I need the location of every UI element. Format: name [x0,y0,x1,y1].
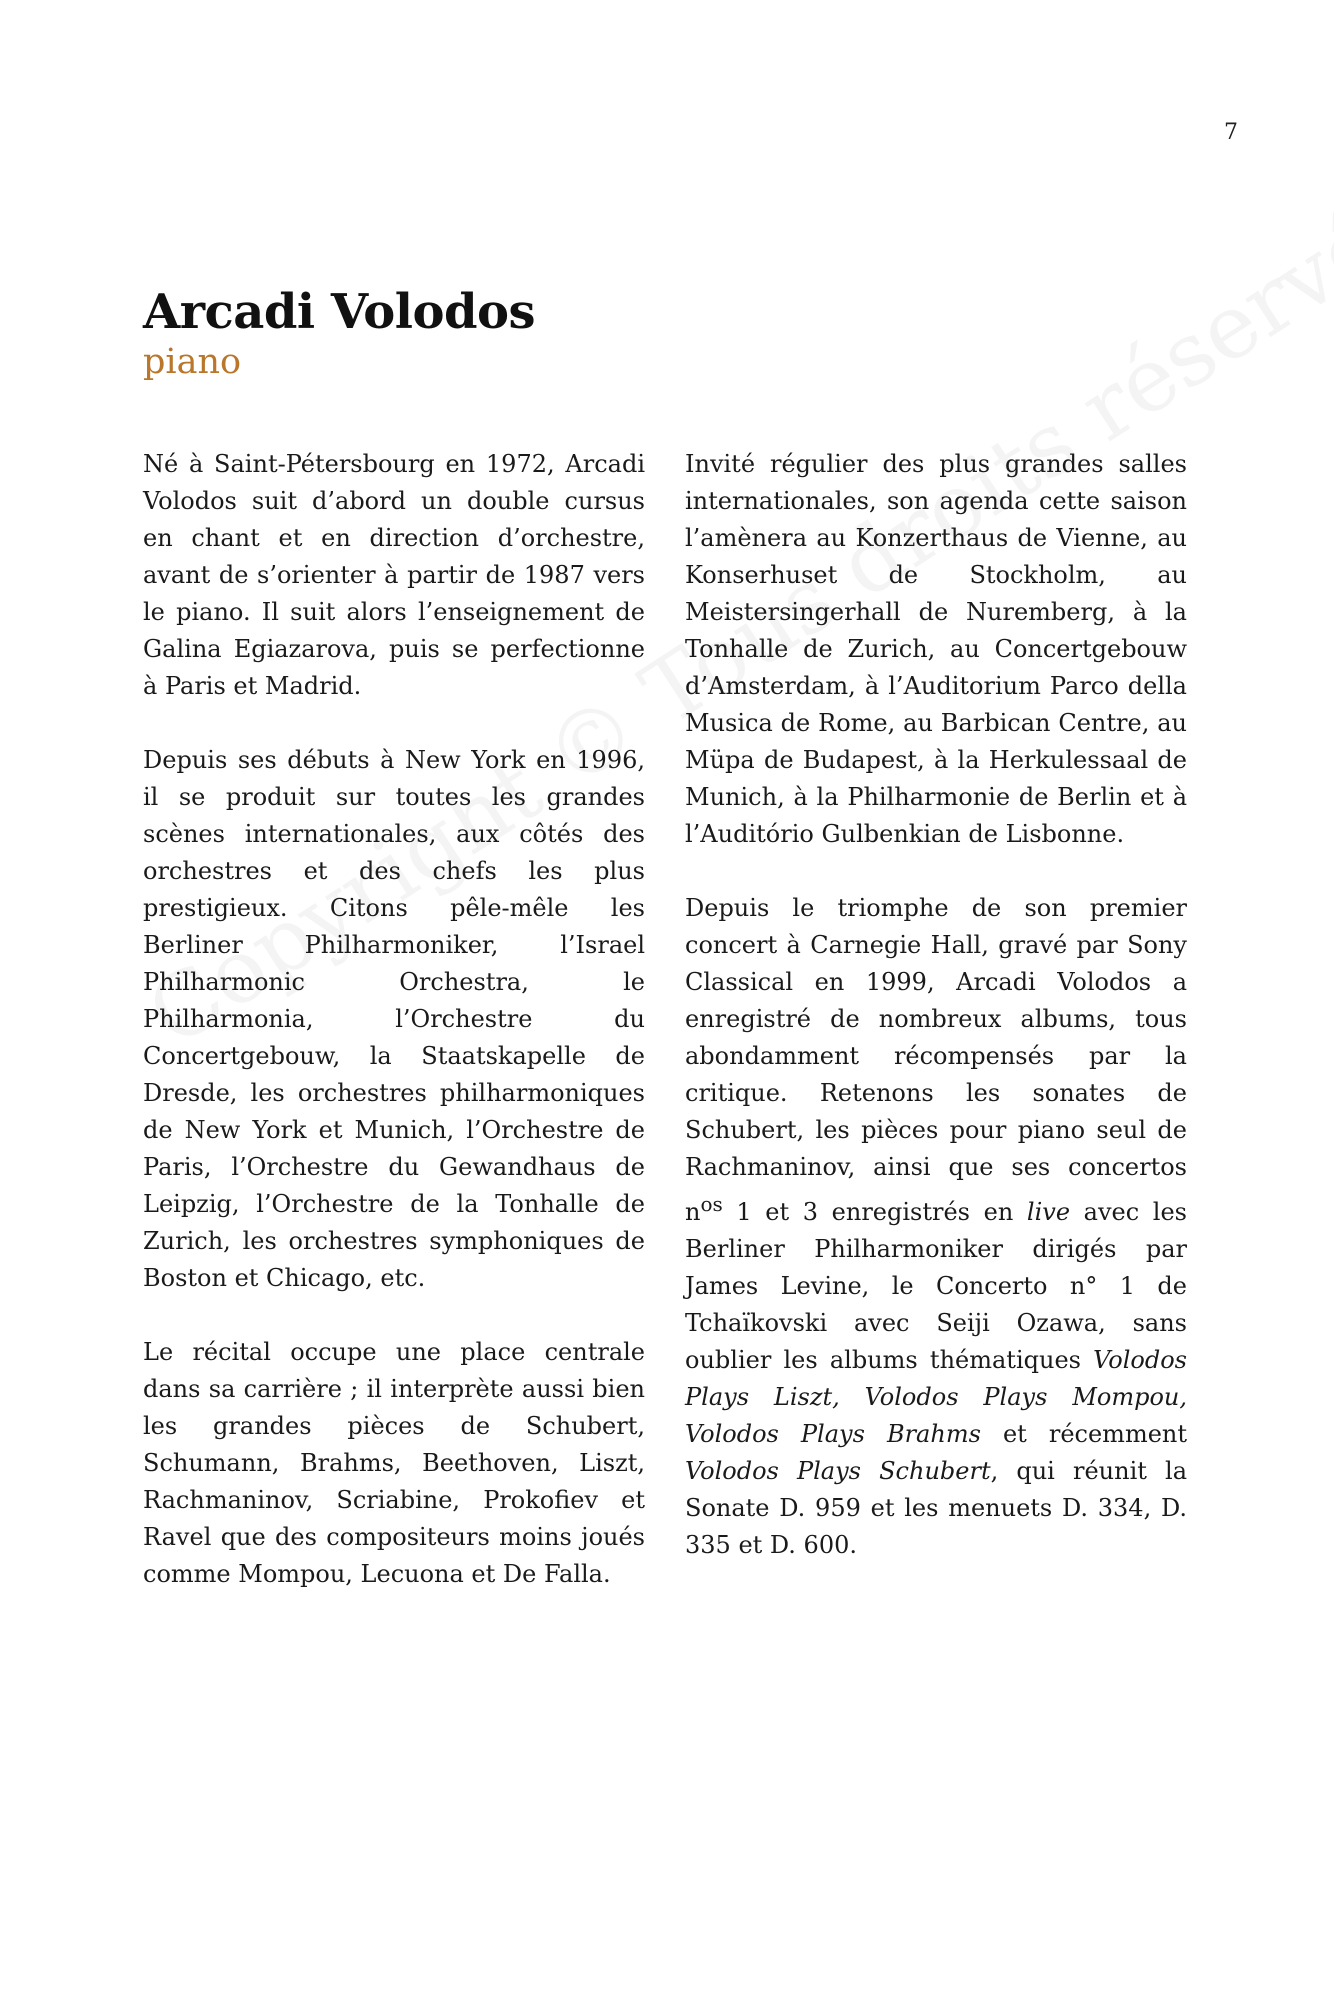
album-title: Volodos Plays Mompou, [864,1383,1187,1411]
album-title: Volodos Plays Brahms [685,1420,981,1448]
album-title: Volodos Plays Schubert [685,1457,991,1485]
artist-name: Arcadi Volodos [143,284,536,340]
recordings-text: , qui réunit la Sonate D. 959 et les menuets D. 334, D. 335 et D. 600. [685,1457,1188,1559]
bio-paragraph-recital: Le récital occupe une place centrale dans sa carrière ; il interprète aussi bien les grandes pièces de Schubert, Schumann, Brahms, Beethoven, Liszt, Rachmaninov, Scriabine, Prokofiev et Ravel que des compositeurs moins joués comme Mompou, Lecuona et De Falla. [143,1338,645,1588]
recordings-text: Depuis le triomphe de son premier concert à Carnegie Hall, gravé par Sony Classical en 1999, Arcadi Volodos a enregistré de nombreux albums, tous abondamment récompensés par la critique. Retenons les sonates de Schubert, les pièces pour piano seul de Rachmaninov, ainsi que ses concertos n [685,894,1187,1226]
bio-paragraph-recordings [685,890,1187,1564]
recordings-text: avec les Berliner Philharmoniker dirigés par James Levine, le Concerto n° 1 de Tchaïkovski avec Seiji Ozawa, sans oublier les albums thématiques [685,1198,1187,1374]
bio-paragraph-birth: Né à Saint-Pétersbourg en 1972, Arcadi Volodos suit d’abord un double cursus en chant et en direction d’orchestre, avant de s’orienter à partir de 1987 vers le piano. Il suit alors l’enseignement de Galina Egiazarova, puis se perfectionne à Paris et Madrid. [143,450,645,700]
bio-paragraph-agenda: Invité régulier des plus grandes salles internationales, son agenda cette saison l’amènera au Konzerthaus de Vienne, au Konserhuset de Stockholm, au Meistersingerhall de Nuremberg, à la Tonhalle de Zurich, au Concertgebouw d’Amsterdam, à l’Auditorium Parco della Musica de Rome, au Barbican Centre, au Müpa de Budapest, à la Herkulessaal de Munich, à la Philharmonie de Berlin et à l’Auditório Gulbenkian de Lisbonne. [685,450,1187,848]
page-number: 7 [1224,120,1238,145]
bio-paragraph-career: Depuis ses débuts à New York en 1996, il se produit sur toutes les grandes scènes internationales, aux côtés des orchestres et des chefs les plus prestigieux. Citons pêle-mêle les Berliner Philharmoniker, l’Israel Philharmonic Orchestra, le Philharmonia, l’Orchestre du Concertgebouw, la Staatskapelle de Dresde, les orchestres philharmoniques de New York et Munich, l’Orchestre de Paris, l’Orchestre du Gewandhaus de Leipzig, l’Orchestre de la Tonhalle de Zurich, les orchestres symphoniques de Boston et Chicago, etc. [143,746,645,1292]
left-column [143,446,645,1630]
album-title: Volodos Plays Liszt, [685,1346,1187,1411]
numero-superscript: os [700,1192,723,1216]
right-column [685,446,1187,1601]
live-italic: live [1026,1198,1071,1226]
recordings-text: et récemment [980,1420,1188,1448]
recordings-text: 1 et 3 enregistrés en [722,1198,1027,1226]
spacer-text [840,1383,865,1411]
artist-header [143,284,535,384]
artist-instrument: piano [143,342,242,382]
